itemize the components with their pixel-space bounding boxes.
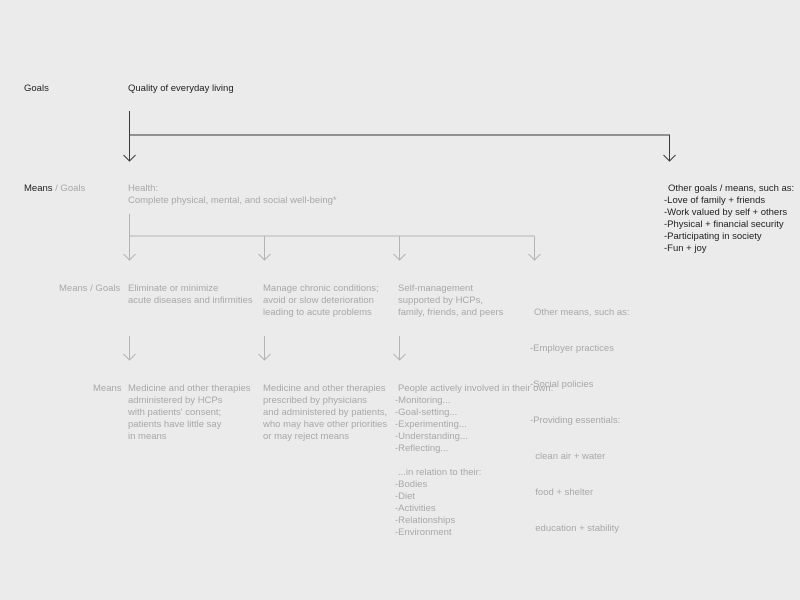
row-label-goals: Goals [24,83,49,94]
col2-means-goal-line: Manage chronic conditions; [263,283,379,294]
col3-relation-item: -Bodies [395,479,428,490]
other-goals [664,183,794,255]
col2-means [263,383,387,443]
col1-means-goal-line: acute diseases and infirmities [128,295,253,306]
health-line: Health: [128,183,159,194]
col3-means-heading: People actively involved in their own: [398,383,554,394]
col2-means-line: Medicine and other therapies [263,383,386,394]
other-goals-heading: Other goals / means, such as: [668,183,795,194]
col1-means-goal [128,283,253,307]
row-label-means-goals-2: Means / Goals [59,283,121,294]
col3-means-goal-line: supported by HCPs, [398,295,484,306]
col1-means-goal-line: Eliminate or minimize [128,283,219,294]
col3-means-item: -Understanding... [395,431,468,442]
col1-means-line: administered by HCPs [128,395,223,406]
col2-means-goal [263,283,379,319]
col3-relation-item: -Environment [395,527,452,538]
col1-means-line: with patients' consent; [128,407,222,418]
other-goals-item: -Fun + joy [664,243,707,254]
other-goals-item: -Work valued by self + others [664,207,788,218]
col1-means [128,383,251,443]
row-label-goals-part: / Goals [52,183,86,194]
col3-relation-item: -Relationships [395,515,456,526]
col2-means-line: and administered by patients, [263,407,388,418]
col3-relation-item: -Diet [395,491,416,502]
col2-means-goal-line: leading to acute problems [263,307,372,318]
top-goal: Quality of everyday living [128,83,234,94]
col4-means-goal-heading: Other means, such as: [534,307,630,318]
col4-means-goal-line: clean air + water [530,451,606,462]
col3-means-item: -Monitoring... [395,395,451,406]
col1-means-line: in means [128,431,167,442]
health-goal [128,183,337,207]
col3-means-goal-line: family, friends, and peers [398,307,504,318]
col2-means-line: or may reject means [263,431,350,442]
col3-means-item: -Experimenting... [395,419,467,430]
row-label-means-goals [24,183,85,195]
col1-means-line: patients have little say [128,419,222,430]
col4-means-goal-line: education + stability [530,523,619,534]
other-goals-item: -Physical + financial security [664,219,784,230]
col4-means-goal-line: -Social policies [530,379,594,390]
col2-means-goal-line: avoid or slow deterioration [263,295,374,306]
col3-relation-item: -Activities [395,503,436,514]
col3-means-goal-line: Self-management [398,283,473,294]
other-goals-item: -Love of family + friends [664,195,766,206]
goal-to-other-line [130,135,670,161]
col3-means-item: -Goal-setting... [395,407,458,418]
row-label-means-part: Means [24,183,53,194]
col2-means-line: who may have other priorities [263,419,388,430]
col3-relation-heading: ...in relation to their: [398,467,482,478]
col3-relation [395,467,481,539]
health-line: Complete physical, mental, and social well-being* [128,195,337,206]
col3-means-goal [398,283,503,319]
col1-means-line: Medicine and other therapies [128,383,251,394]
col3-means-item: -Reflecting... [395,443,449,454]
col4-means-goal [530,283,630,547]
col4-means-goal-line: -Providing essentials: [530,415,621,426]
col4-means-goal-line: -Employer practices [530,343,614,354]
row-label-means: Means [93,383,122,394]
primary-connectors [124,111,676,161]
other-goals-item: -Participating in society [664,231,762,242]
col2-means-line: prescribed by physicians [263,395,368,406]
col4-means-goal-line: food + shelter [530,487,594,498]
